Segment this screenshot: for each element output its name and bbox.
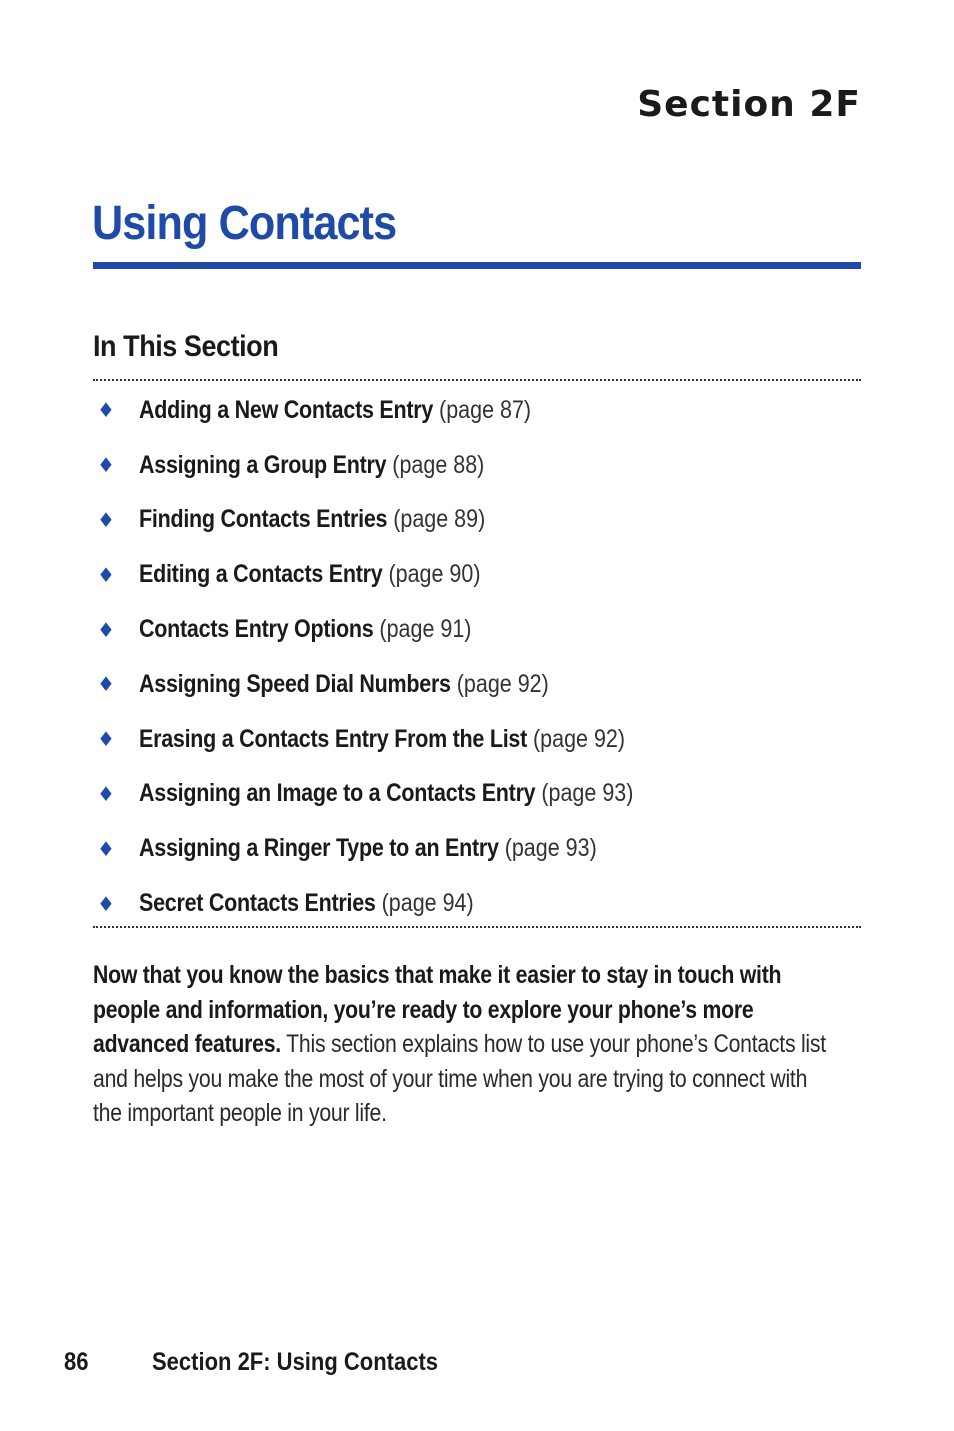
list-item [93,767,861,822]
list-item [93,876,861,931]
page-number: 86 [64,1348,89,1376]
diamond-bullet-icon: ♦ [97,617,115,642]
dotted-divider-bottom [93,926,861,928]
list-item [93,602,861,657]
toc-entry-page: (page 87) [439,395,532,424]
toc-entry-title: Secret Contacts Entries [139,889,376,918]
intro-body-text: This section explains how to use your phone’s Contacts list and helps you make the most of your time when you are trying to connect with the important people in your life. [93,1030,826,1128]
running-title: Section 2F: Using Contacts [152,1348,439,1376]
diamond-bullet-icon: ♦ [97,836,115,861]
toc-entry-title: Assigning a Group Entry [139,450,387,479]
toc-entry-title: Finding Contacts Entries [139,505,388,534]
toc-entry-title: Assigning an Image to a Contacts Entry [139,779,536,808]
list-item [93,712,861,767]
diamond-bullet-icon: ♦ [97,398,115,423]
toc-entry-page: (page 93) [504,834,597,863]
diamond-bullet-icon: ♦ [97,891,115,916]
list-item [93,493,861,548]
toc-entry-title: Editing a Contacts Entry [139,560,383,589]
toc-entry-page: (page 90) [388,560,481,589]
toc-entry-page: (page 92) [533,724,626,753]
section-contents-list [93,383,861,931]
diamond-bullet-icon: ♦ [97,562,115,587]
toc-entry-page: (page 92) [456,669,549,698]
toc-entry-title: Erasing a Contacts Entry From the List [139,724,528,753]
diamond-bullet-icon: ♦ [97,507,115,532]
diamond-bullet-icon: ♦ [97,781,115,806]
toc-entry-page: (page 89) [393,505,486,534]
list-item [93,657,861,712]
toc-entry-page: (page 88) [392,450,485,479]
toc-entry-page: (page 91) [379,615,472,644]
diamond-bullet-icon: ♦ [97,672,115,697]
section-label: Section 2F [637,84,861,125]
page-footer [64,1348,438,1377]
diamond-bullet-icon: ♦ [97,727,115,752]
toc-entry-title: Contacts Entry Options [139,615,374,644]
title-rule [93,262,861,269]
list-item [93,821,861,876]
intro-lead-text: Now that you know the basics that make it easier to stay in touch with people and information, you’re ready to explore your phone’s more advanced features. [93,961,782,1059]
list-item [93,547,861,602]
list-item [93,438,861,493]
toc-entry-title: Assigning Speed Dial Numbers [139,669,451,698]
toc-entry-page: (page 93) [541,779,634,808]
list-item [93,383,861,438]
toc-entry-title: Assigning a Ringer Type to an Entry [139,834,499,863]
in-this-section-heading: In This Section [93,330,279,363]
toc-entry-title: Adding a New Contacts Entry [139,395,434,424]
toc-entry-page: (page 94) [381,889,474,918]
diamond-bullet-icon: ♦ [97,453,115,478]
intro-paragraph [93,958,841,1131]
page-title: Using Contacts [92,197,397,250]
dotted-divider-top [93,379,861,381]
